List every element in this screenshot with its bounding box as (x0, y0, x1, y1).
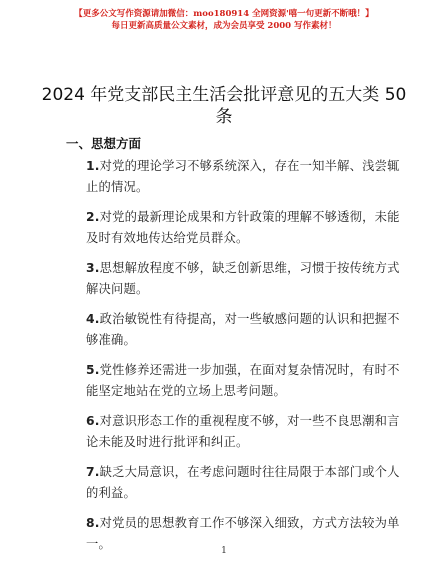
item-number: 7. (86, 465, 100, 479)
item-text: 对意识形态工作的重视程度不够，对一些不良思潮和言论未能及时进行批评和纠正。 (86, 414, 400, 449)
page-number: 1 (221, 546, 227, 556)
item-number: 1. (86, 159, 100, 173)
list-item (86, 258, 404, 300)
promo-banner-line2: 每日更新高质量公文素材，成为会员享受 2000 写作素材！ (111, 21, 337, 31)
item-text: 思想解放程度不够，缺乏创新思维，习惯于按传统方式解决问题。 (86, 261, 400, 296)
promo-banner (0, 8, 448, 32)
item-number: 8. (86, 516, 100, 530)
promo-banner-line1: 【更多公文写作资源请加微信：moo180914 全网资源'嘻一句更新不断哦！】 (74, 9, 374, 19)
item-number: 4. (86, 312, 100, 326)
list-item (86, 309, 404, 351)
item-list (86, 156, 404, 564)
item-number: 5. (86, 363, 100, 377)
list-item (86, 207, 404, 249)
section-heading: 一、思想方面 (66, 136, 142, 151)
item-number: 2. (86, 210, 100, 224)
item-text: 政治敏锐性有待提高，对一些敏感问题的认识和把握不够准确。 (86, 312, 400, 347)
list-item (86, 360, 404, 402)
list-item (86, 411, 404, 453)
item-text: 对党的理论学习不够系统深入，存在一知半解、浅尝辄止的情况。 (86, 159, 400, 194)
list-item (86, 462, 404, 504)
item-text: 对党员的思想教育工作不够深入细致，方式方法较为单一。 (86, 516, 400, 551)
document-title: 2024 年党支部民主生活会批评意见的五大类 50 条 (41, 85, 407, 127)
item-number: 3. (86, 261, 100, 275)
item-text: 缺乏大局意识，在考虑问题时往往局限于本部门或个人的利益。 (86, 465, 400, 500)
list-item (86, 156, 404, 198)
item-text: 党性修养还需进一步加强，在面对复杂情况时，有时不能坚定地站在党的立场上思考问题。 (86, 363, 400, 398)
item-text: 对党的最新理论成果和方针政策的理解不够透彻，未能及时有效地传达给党员群众。 (86, 210, 400, 245)
item-number: 6. (86, 414, 100, 428)
